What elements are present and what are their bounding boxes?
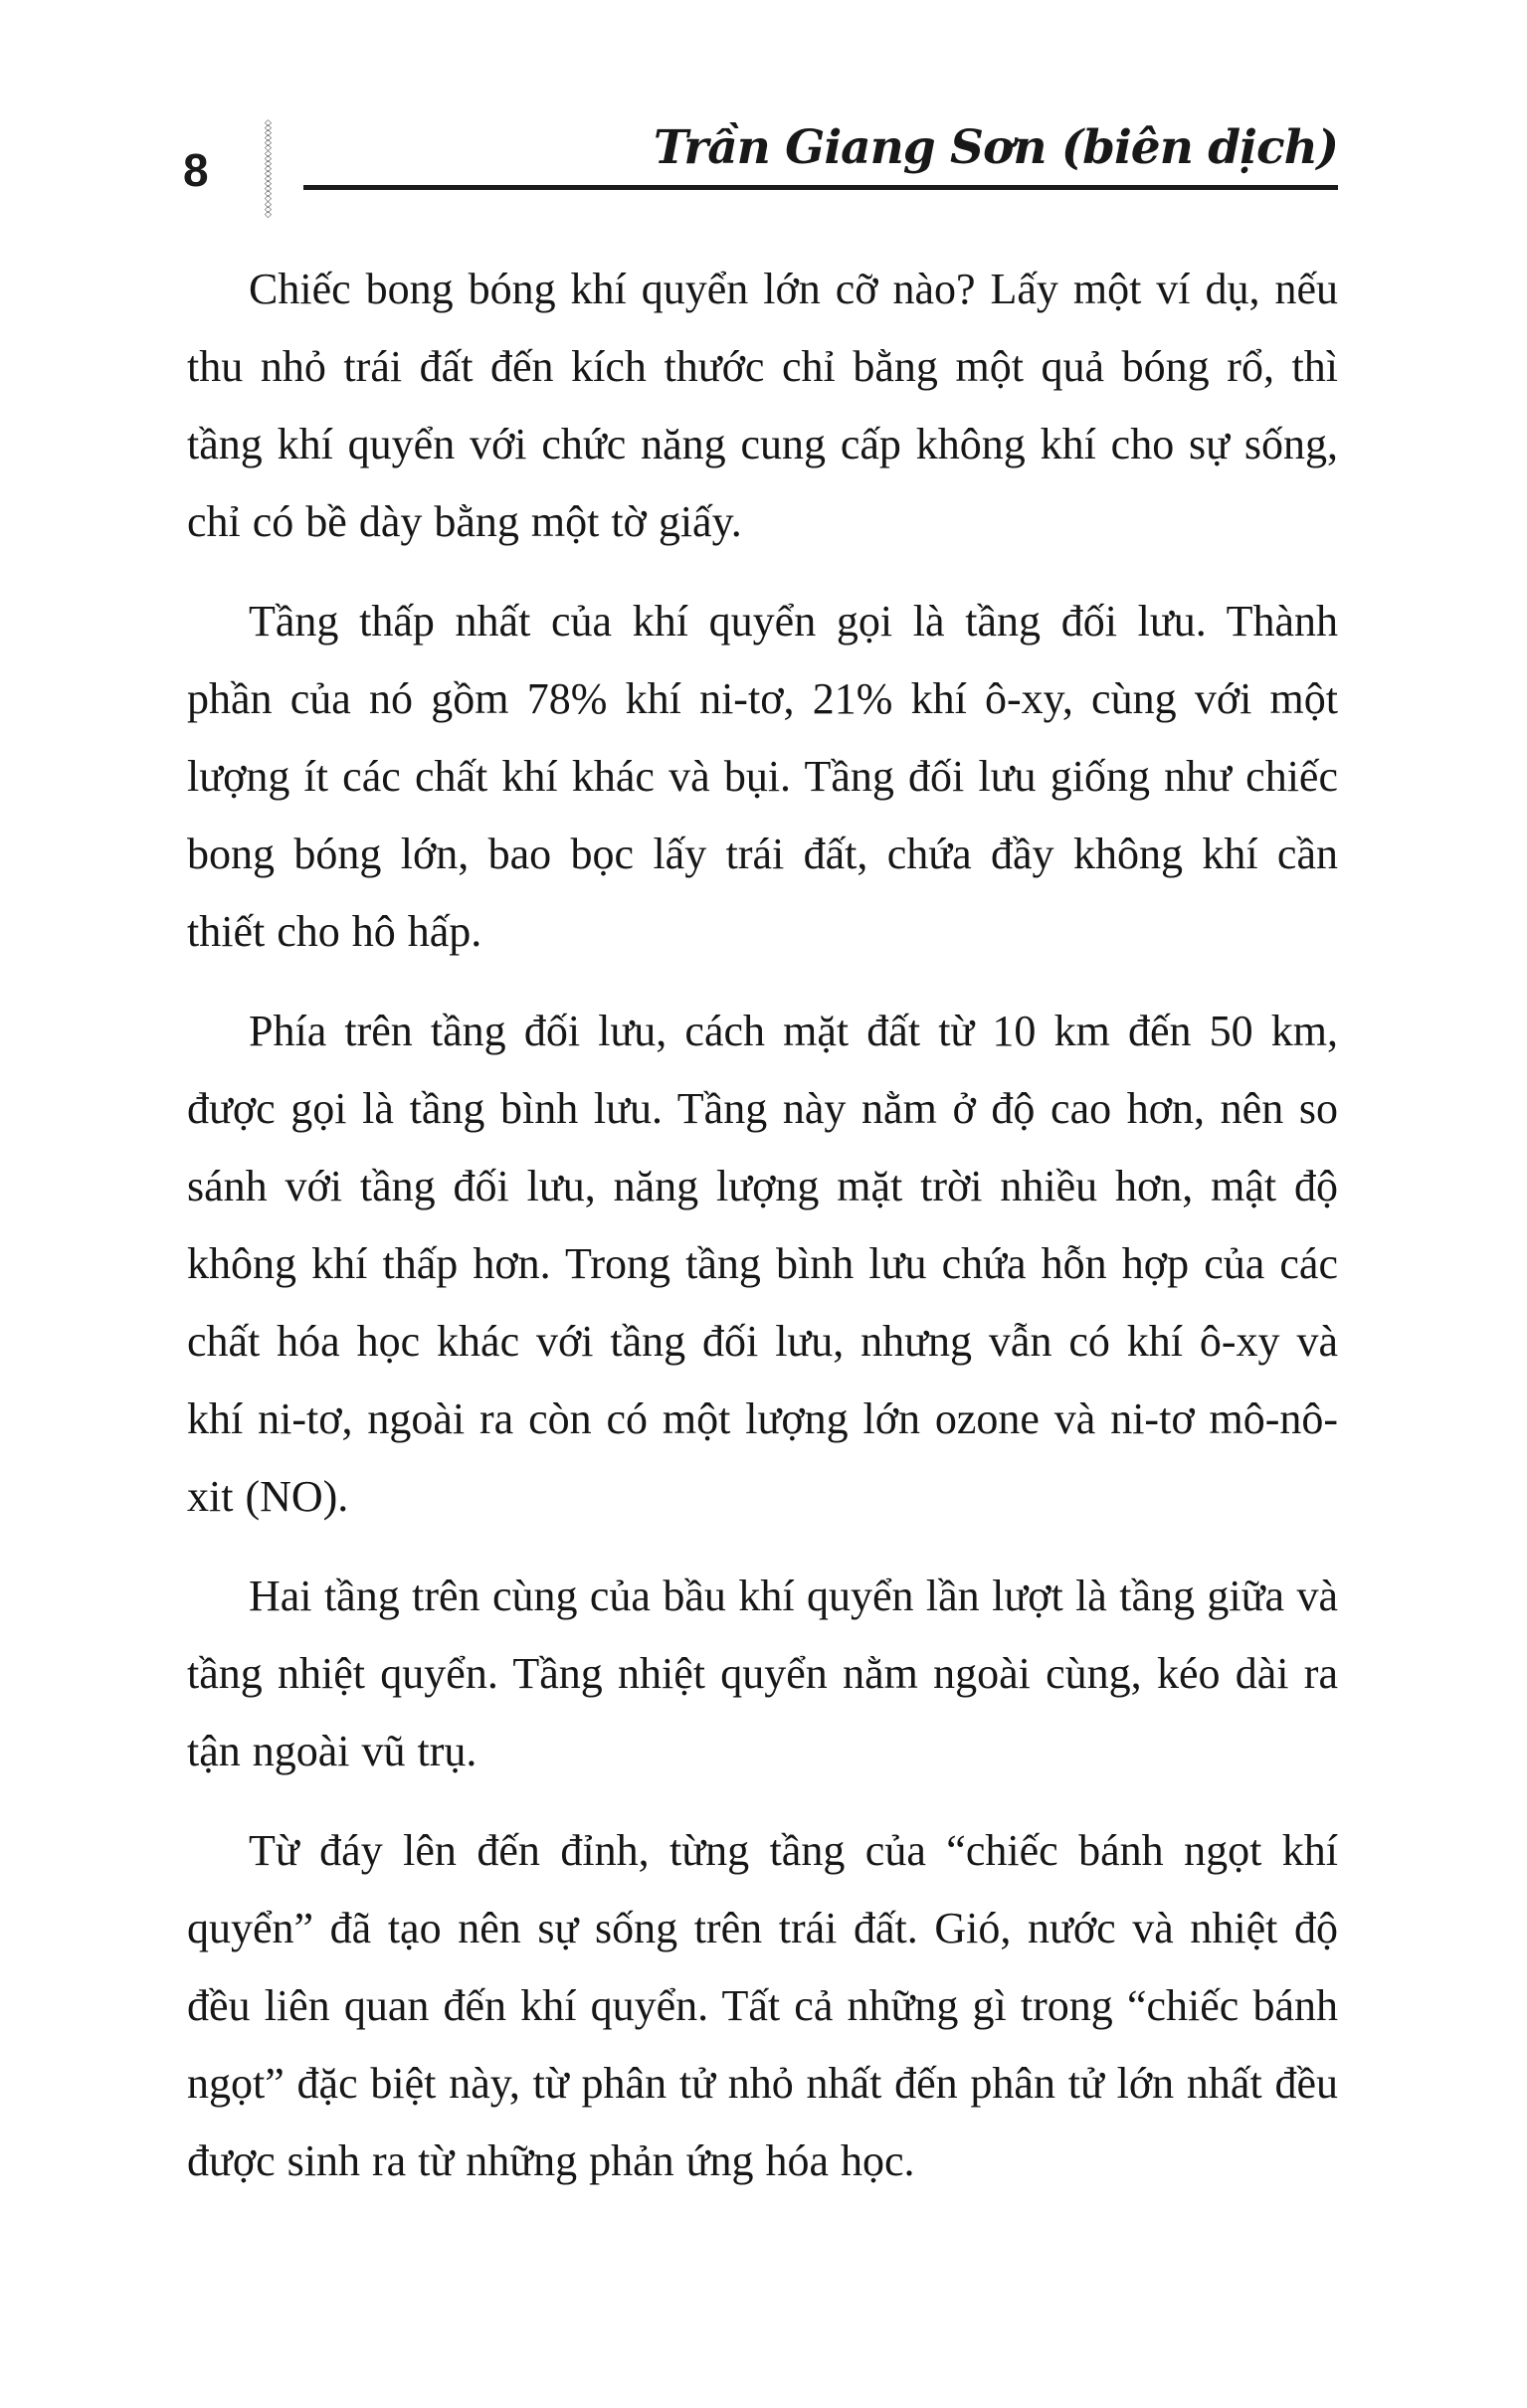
paragraph-5: Từ đáy lên đến đỉnh, từng tầng của “chiếc bánh ngọt khí quyển” đã tạo nên sự sống trên trái đất. Gió, nước và nhiệt độ đều liên quan đến khí quyển. Tất cả những gì trong “chiếc bánh ngọt” đặc biệt này, từ phân tử nhỏ nhất đến phân tử lớn nhất đều được sinh ra từ những phản ứng hóa học. (187, 1826, 1338, 2185)
page-number: 8 (183, 144, 209, 196)
paragraph-2: Tầng thấp nhất của khí quyển gọi là tầng đối lưu. Thành phần của nó gồm 78% khí ni-tơ, 21% khí ô-xy, cùng với một lượng ít các chất khí khác và bụi. Tầng đối lưu giống như chiếc bong bóng lớn, bao bọc lấy trái đất, chứa đầy không khí cần thiết cho hô hấp. (187, 597, 1338, 956)
diamond-chain-ornament: ◇◇◇◇◇◇◇◇◇◇◇◇◇◇◇◇◇◇◇ (265, 118, 272, 220)
paragraph-1: Chiếc bong bóng khí quyển lớn cỡ nào? Lấy một ví dụ, nếu thu nhỏ trái đất đến kích thước chỉ bằng một quả bóng rổ, thì tầng khí quyển với chức năng cung cấp không khí cho sự sống, chỉ có bề dày bằng một tờ giấy. (187, 265, 1338, 546)
header-rule (303, 185, 1338, 190)
paragraph-4: Hai tầng trên cùng của bầu khí quyển lần lượt là tầng giữa và tầng nhiệt quyển. Tầng nhiệt quyển nằm ngoài cùng, kéo dài ra tận ngoài vũ trụ. (187, 1572, 1338, 1775)
paragraph-3: Phía trên tầng đối lưu, cách mặt đất từ 10 km đến 50 km, được gọi là tầng bình lưu. Tầng này nằm ở độ cao hơn, nên so sánh với tầng đối lưu, năng lượng mặt trời nhiều hơn, mật độ không khí thấp hơn. Trong tầng bình lưu chứa hỗn hợp của các chất hóa học khác với tầng đối lưu, nhưng vẫn có khí ô-xy và khí ni-tơ, ngoài ra còn có một lượng lớn ozone và ni-tơ mô-nô-xit (NO). (187, 1007, 1338, 1521)
page-body (187, 251, 1338, 2222)
running-title: Trần Giang Sơn (biên dịch) (653, 120, 1338, 175)
